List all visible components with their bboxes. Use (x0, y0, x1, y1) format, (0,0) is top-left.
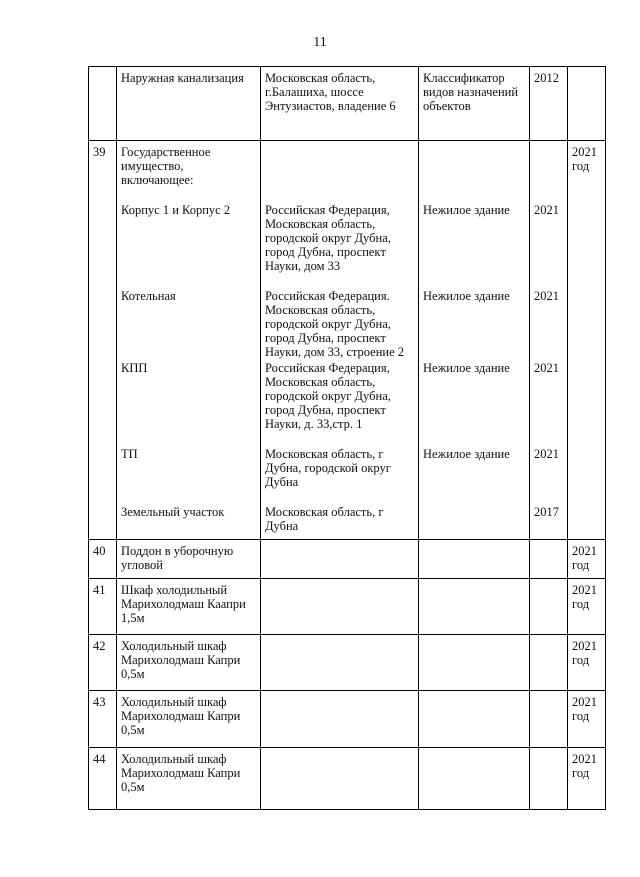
object-year (530, 579, 568, 635)
row-number (89, 67, 117, 141)
sub-item-address: Российская Федерация, Московская область, городской округ Дубна, город Дубна, проспект Науки, д. 33,стр. 1 (265, 361, 391, 431)
object-period: 2021 год (568, 748, 606, 810)
sub-item-address: Российская Федерация, Московская область, городской округ Дубна, город Дубна, проспект Науки, дом 33 (265, 203, 391, 273)
object-name-cell (117, 141, 261, 540)
sub-item-year: 2021 (534, 361, 559, 375)
sub-item-classifier: Нежилое здание (423, 361, 510, 375)
object-address (261, 748, 419, 810)
property-registry-table (88, 66, 606, 810)
sub-item-classifier: Нежилое здание (423, 447, 510, 461)
object-year-cell (530, 141, 568, 540)
table-row (89, 691, 606, 748)
row-number: 41 (89, 579, 117, 635)
sub-item-address: Российская Федерация. Московская область, городской округ Дубна, город Дубна, проспект Науки, дом 33, строение 2 (265, 289, 405, 359)
sub-item-address: Московская область, г Дубна (265, 505, 384, 533)
row-number: 44 (89, 748, 117, 810)
page-number: 11 (313, 35, 327, 50)
sub-item-name: Котельная (121, 289, 176, 303)
object-classifier (419, 540, 530, 579)
object-period: 2021 год (568, 635, 606, 691)
sub-item-name: Земельный участок (121, 505, 225, 519)
sub-item-name: Корпус 1 и Корпус 2 (121, 203, 231, 217)
object-year (530, 748, 568, 810)
sub-item-year: 2021 (534, 447, 559, 461)
object-address (261, 635, 419, 691)
object-classifier (419, 635, 530, 691)
object-address (261, 579, 419, 635)
object-name: Государственное имущество, включающее: (121, 145, 211, 187)
object-classifier: Классификатор видов назначений объектов (419, 67, 530, 141)
table-row (89, 579, 606, 635)
sub-item-name: КПП (121, 361, 148, 375)
table-row (89, 67, 606, 141)
object-name: Шкаф холодильный Марихолодмаш Каапри 1,5м (117, 579, 261, 635)
sub-item-classifier: Нежилое здание (423, 289, 510, 303)
sub-item-classifier: Нежилое здание (423, 203, 510, 217)
row-number: 43 (89, 691, 117, 748)
row-number: 39 (89, 141, 117, 540)
object-address-cell (261, 141, 419, 540)
object-classifier (419, 691, 530, 748)
object-period: 2021 год (568, 691, 606, 748)
object-year (530, 540, 568, 579)
object-address (261, 540, 419, 579)
row-number: 42 (89, 635, 117, 691)
object-classifier (423, 145, 525, 203)
object-year (534, 145, 563, 203)
sub-item-address: Московская область, г Дубна, городской округ Дубна (265, 447, 391, 489)
sub-item-year: 2017 (534, 505, 559, 519)
object-year: 2012 (530, 67, 568, 141)
object-name: Поддон в уборочную угловой (117, 540, 261, 579)
object-address: Московская область, г.Балашиха, шоссе Энтузиастов, владение 6 (261, 67, 419, 141)
object-address (261, 691, 419, 748)
object-name: Холодильный шкаф Марихолодмаш Капри 0,5м (117, 635, 261, 691)
object-period (568, 67, 606, 141)
object-period: 2021 год (568, 141, 606, 540)
table-row (89, 748, 606, 810)
object-name: Холодильный шкаф Марихолодмаш Капри 0,5м (117, 748, 261, 810)
sub-item-year: 2021 (534, 289, 559, 303)
sub-item-name: ТП (121, 447, 138, 461)
object-period: 2021 год (568, 540, 606, 579)
object-classifier (419, 579, 530, 635)
row-number: 40 (89, 540, 117, 579)
object-name: Наружная канализация (117, 67, 261, 141)
object-classifier (419, 748, 530, 810)
object-address (265, 145, 414, 203)
object-year (530, 691, 568, 748)
table-row (89, 540, 606, 579)
object-classifier-cell (419, 141, 530, 540)
object-period: 2021 год (568, 579, 606, 635)
object-year (530, 635, 568, 691)
sub-item-year: 2021 (534, 203, 559, 217)
table-row (89, 635, 606, 691)
table-row (89, 141, 606, 540)
object-name: Холодильный шкаф Марихолодмаш Капри 0,5м (117, 691, 261, 748)
